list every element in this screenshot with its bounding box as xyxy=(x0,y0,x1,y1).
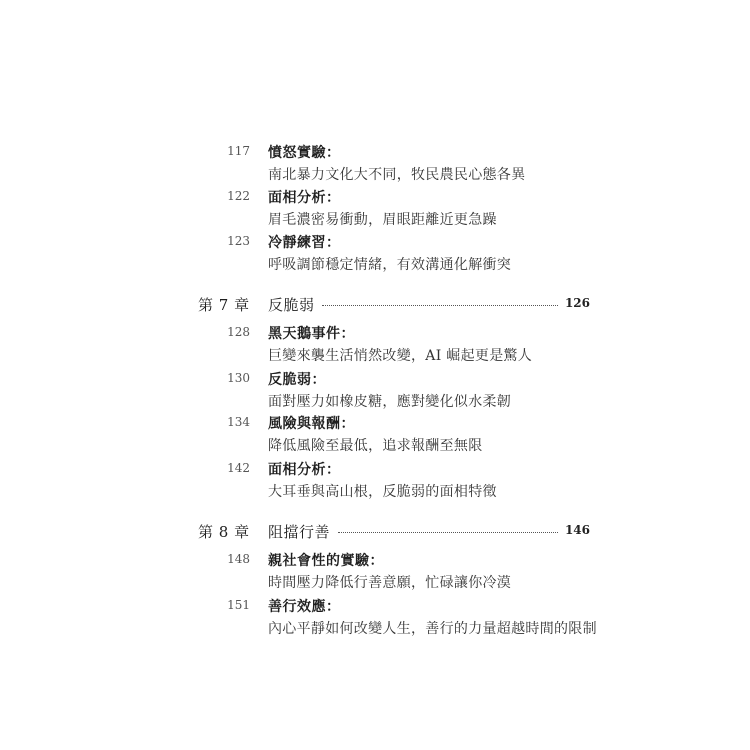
entry-description: 眉毛濃密易衝動，眉眼距離近更急躁 xyxy=(268,212,497,228)
chapter-number: 第 7 章 xyxy=(198,296,250,314)
entry-page-number: 151 xyxy=(227,598,250,612)
entry-page-number: 117 xyxy=(227,144,250,158)
chapter-title: 阻擋行善 xyxy=(268,523,331,541)
entry-page-number: 123 xyxy=(227,234,250,248)
chapter-title: 反脆弱 xyxy=(268,296,315,314)
chapter-heading xyxy=(0,294,750,318)
entry-page-number: 128 xyxy=(227,325,250,339)
entry-title: 風險與報酬： xyxy=(268,416,355,432)
entry-page-number: 148 xyxy=(227,552,250,566)
entry-description: 內心平靜如何改變人生，善行的力量超越時間的限制 xyxy=(268,621,597,637)
entry-title: 親社會性的實驗： xyxy=(268,553,384,569)
entry-title: 面相分析： xyxy=(268,190,341,206)
chapter-page-number: 146 xyxy=(564,523,590,537)
entry-page-number: 142 xyxy=(227,461,250,475)
entry-description: 呼吸調節穩定情緒，有效溝通化解衝突 xyxy=(268,257,512,273)
entry-title: 面相分析： xyxy=(268,462,341,478)
entry-title: 黑天鵝事件： xyxy=(268,326,355,342)
chapter-number: 第 8 章 xyxy=(198,523,250,541)
entry-title: 憤怒實驗： xyxy=(268,145,341,161)
dot-leader xyxy=(338,532,558,533)
entry-page-number: 130 xyxy=(227,371,250,385)
entry-title: 反脆弱： xyxy=(268,372,326,388)
entry-description: 巨變來襲生活悄然改變，AI 崛起更是驚人 xyxy=(268,348,533,364)
entry-title: 善行效應： xyxy=(268,599,341,615)
entry-description: 降低風險至最低，追求報酬至無限 xyxy=(268,438,483,454)
entry-description: 時間壓力降低行善意願，忙碌讓你冷漠 xyxy=(268,575,512,591)
dot-leader xyxy=(322,305,558,306)
chapter-heading xyxy=(0,521,750,545)
entry-description: 大耳垂與高山根，反脆弱的面相特徵 xyxy=(268,484,497,500)
entry-description: 面對壓力如橡皮糖，應對變化似水柔韌 xyxy=(268,394,512,410)
entry-title: 冷靜練習： xyxy=(268,235,341,251)
chapter-page-number: 126 xyxy=(564,296,590,310)
entry-page-number: 134 xyxy=(227,415,250,429)
entry-page-number: 122 xyxy=(227,189,250,203)
entry-description: 南北暴力文化大不同，牧民農民心態各異 xyxy=(268,167,526,183)
